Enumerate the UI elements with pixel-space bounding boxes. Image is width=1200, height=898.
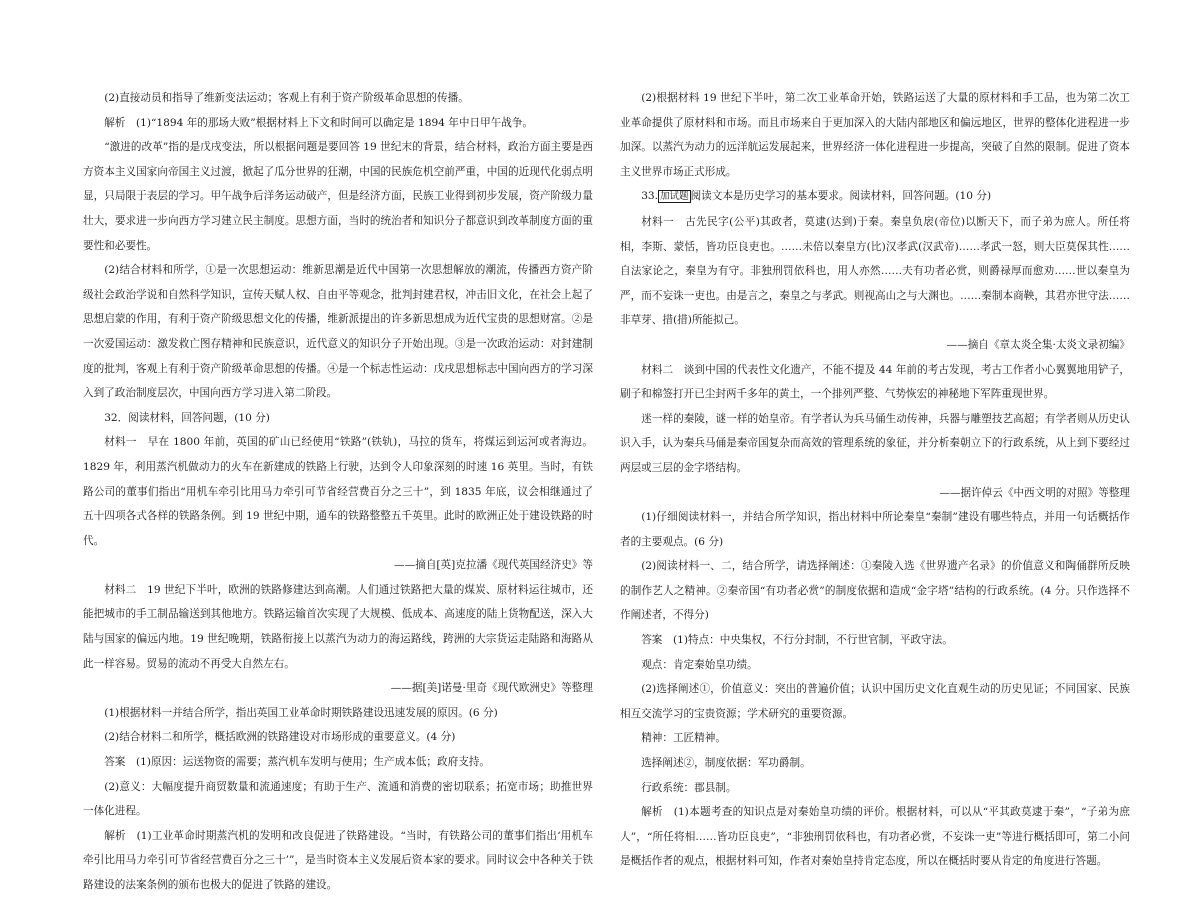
answer: 观点：肯定秦始皇功绩。 xyxy=(641,658,758,671)
source-citation: ——据[美]诺曼·里奇《现代欧洲史》等整理 xyxy=(390,682,593,695)
question-heading xyxy=(620,184,1130,210)
right-column xyxy=(620,86,1130,874)
analysis: 解析 (1)工业革命时期蒸汽机的发明和改良促进了铁路建设。“当时，有铁路公司的董事们指出‘用机车牵引比用马力牵引可节省经营费百分之三十’”，是当时资本主义发展后资本家的要求。同时议会中各种关于铁路建设的法案条例的颁布也极大的促进了铁路的建设。 xyxy=(83,829,593,891)
question-item: (2)结合材料二和所学，概括欧洲的铁路建设对市场形成的重要意义。(4 分) xyxy=(104,731,456,744)
source-citation: ——摘自《章太炎全集·太炎文录初编》 xyxy=(946,338,1130,351)
answer: (2)意义：大幅度提升商贸数量和流通速度；有助于生产、流通和消费的密切联系；拓宽市场；助推世界一体化进程。 xyxy=(83,780,593,818)
question-item: (1)仔细阅读材料一，并结合所学知识，指出材料中所论秦皇“秦制”建设有哪些特点，并用一句话概括作者的主要观点。(6 分) xyxy=(620,511,1130,548)
paragraph: “激进的改革”指的是戊戌变法，所以根据问题是要回答 19 世纪末的背景，结合材料，政治方面主要是西方资本主义国家向帝国主义过渡，掀起了瓜分世界的狂潮，中国的民族危机空前严重，中国的近现代化弱点明显，只局限于表层的学习。甲午战争后洋务运动破产，但是经济方面，民族工业得到初步发展，资产阶级力量壮大，要求进一步向西方学习建立民主制度。思想方面，当时的统治者和知识分子都意识到改革制度方面的重要性和必要性。 xyxy=(83,141,593,252)
paragraph: 迷一样的秦陵，谜一样的始皇帝。有学者认为兵马俑生动传神，兵器与雕塑技艺高超；有学者则从历史认识入手，认为秦兵马俑是秦帝国复杂而高效的管理系统的象征，并分析秦朝立下的行政系统，从上到下要经过两层或三层的金字塔结构。 xyxy=(620,412,1130,474)
question-heading: 32．阅读材料，回答问题，(10 分) xyxy=(104,411,270,424)
exam-tag: 加试题 xyxy=(660,191,689,203)
question-number: 33. xyxy=(641,190,659,203)
paragraph: (2)结合材料和所学，①是一次思想运动：维新思潮是近代中国第一次思想解放的潮流，传播西方资产阶级社会政治学说和自然科学知识，宣传天赋人权、自由平等观念，批判封建君权，冲击旧文化，在社会上起了思想启蒙的作用，有利于资产阶级思想文化的传播，维新派提出的许多新思想成为近代宝贵的思想财富。②是一次爱国运动：激发救亡图存精神和民族意识，近代意义的知识分子开始出现。③是一次政治运动：对封建制度的批判，客观上有利于资产阶级革命思想的传播。④是一个标志性运动：戊戌思想标志中国向西方的学习深入到了政治制度层次，中国向西方学习进入第二阶段。 xyxy=(83,264,593,400)
material-1: 材料一 古先民字(公平)其政者，莫逮(达到)于秦。秦皇负扆(帝位)以断天下，而子弟为庶人。所任将相，李斯、蒙恬，皆功臣良吏也。……未倍以秦皇方(比)汉孝武(汉武帝)……孝武一怒，则大臣莫保其性……自法家论之，秦皇为有守。非独刑罚依科也，用人亦然……夫有功者必赏，则爵禄厚而愈劝……世以秦皇为严，而不妄诛一吏也。由是言之，秦皇之与孝武。则视高山之与大渊也。……秦制本商鞅，其君亦世守法……非草芽、措(措)所能拟己。 xyxy=(620,215,1130,327)
answer: 答案 (1)特点：中央集权，不行分封制，不行世官制，平政守法。 xyxy=(641,634,953,647)
material-2: 材料二 谈到中国的代表性文化遗产，不能不提及 44 年前的考古发现，考古工作者小心翼翼地用铲子，刷子和棉签打开已尘封两千多年的黄土，一个排列严整、气势恢宏的神秘地下军阵重现世界。 xyxy=(620,363,1130,401)
paragraph: (2)根据材料 19 世纪下半叶，第二次工业革命开始，铁路运送了大量的原材料和手工品，也为第二次工业革命提供了原材料和市场。而且市场来自于更加深入的大陆内部地区和偏远地区，世界的整体化进程进一步加深。以蒸汽为动力的远洋航运发展起来，世界经济一体化进程进一步提高，突破了自然的限制。促进了资本主义世界市场正式形成。 xyxy=(620,92,1130,178)
question-item: (1)根据材料一并结合所学，指出英国工业革命时期铁路建设迅速发展的原因。(6 分) xyxy=(104,706,498,719)
paragraph: (2)直接动员和指导了维新变法运动；客观上有利于资产阶级革命思想的传播。 xyxy=(104,92,469,104)
question-text: 阅读文本是历史学习的基本要求。阅读材料，回答问题。(10 分) xyxy=(690,190,992,203)
answer: 答案 (1)原因：运送物资的需要；蒸汽机车发明与使用；生产成本低；政府支持。 xyxy=(104,756,490,769)
answer: 精神：工匠精神。 xyxy=(641,732,726,745)
material-2: 材料二 19 世纪下半叶，欧洲的铁路修建达到高潮。人们通过铁路把大量的煤炭、原材料运往城市，还能把城市的手工制品输送到其他地方。铁路运输首次实现了大规模、低成本、高速度的陆上货物配送，深入大陆与国家的偏远内地。19 世纪晚期，铁路衔接上以蒸汽为动力的海运路线，跨洲的大宗货运走陆路和海路从此一样容易。贸易的流动不再受大自然左右。 xyxy=(83,583,593,670)
material-1: 材料一 早在 1800 年前，英国的矿山已经使用“铁路”(铁轨)，马拉的货车，将煤运到运河或者海边。1829 年，利用蒸汽机做动力的火车在新建成的铁路上行驶，达到令人印象深刻的时速 16 英里。当时，有铁路公司的董事们指出“用机车牵引比用马力牵引可节省经营费百分之三十”，到 1835 年底，议会相继通过了五十四项各式各样的铁路条例。到 19 世纪中期，通车的铁路整整五千英里。此时的欧洲正处于建设铁路的时代。 xyxy=(83,436,593,547)
left-column xyxy=(83,86,593,898)
source-citation: ——据许倬云《中西文明的对照》等整理 xyxy=(939,486,1130,499)
analysis: 解析 (1)本题考查的知识点是对秦始皇功绩的评价。根据材料，可以从“平其政莫逮于秦”，“子弟为庶人”，“所任将相……皆功臣良吏”，“非独刑罚依科也，有功者必赏，不妄诛一吏”等进行概括即可，第二小问是概括作者的观点，根据材料可知，作者对秦始皇持肯定态度，所以在概括时要从肯定的角度进行答题。 xyxy=(620,806,1130,868)
source-citation: ——摘自[英]克拉潘《现代英国经济史》等 xyxy=(394,559,593,572)
answer: 选择阐述②，制度依据：军功爵制。 xyxy=(641,757,811,770)
question-item: (2)阅读材料一、二，结合所学，请选择阐述：①秦陵入选《世界遗产名录》的价值意义和陶俑群所反映的制作艺人之精神。②秦帝国“有功者必赏”的制度依据和造成“金字塔”结构的行政系统。(4 分。只作选择不作阐述者，不得分) xyxy=(620,560,1130,622)
paragraph: 解析 (1)“1894 年的那场大败”根据材料上下文和时间可以确定是 1894 年中日甲午战争。 xyxy=(104,116,534,129)
answer: (2)选择阐述①，价值意义：突出的普遍价值；认识中国历史文化直观生动的历史见证；不同国家、民族相互交流学习的宝贵资源；学术研究的重要资源。 xyxy=(620,683,1130,720)
answer: 行政系统：郡县制。 xyxy=(641,781,737,794)
